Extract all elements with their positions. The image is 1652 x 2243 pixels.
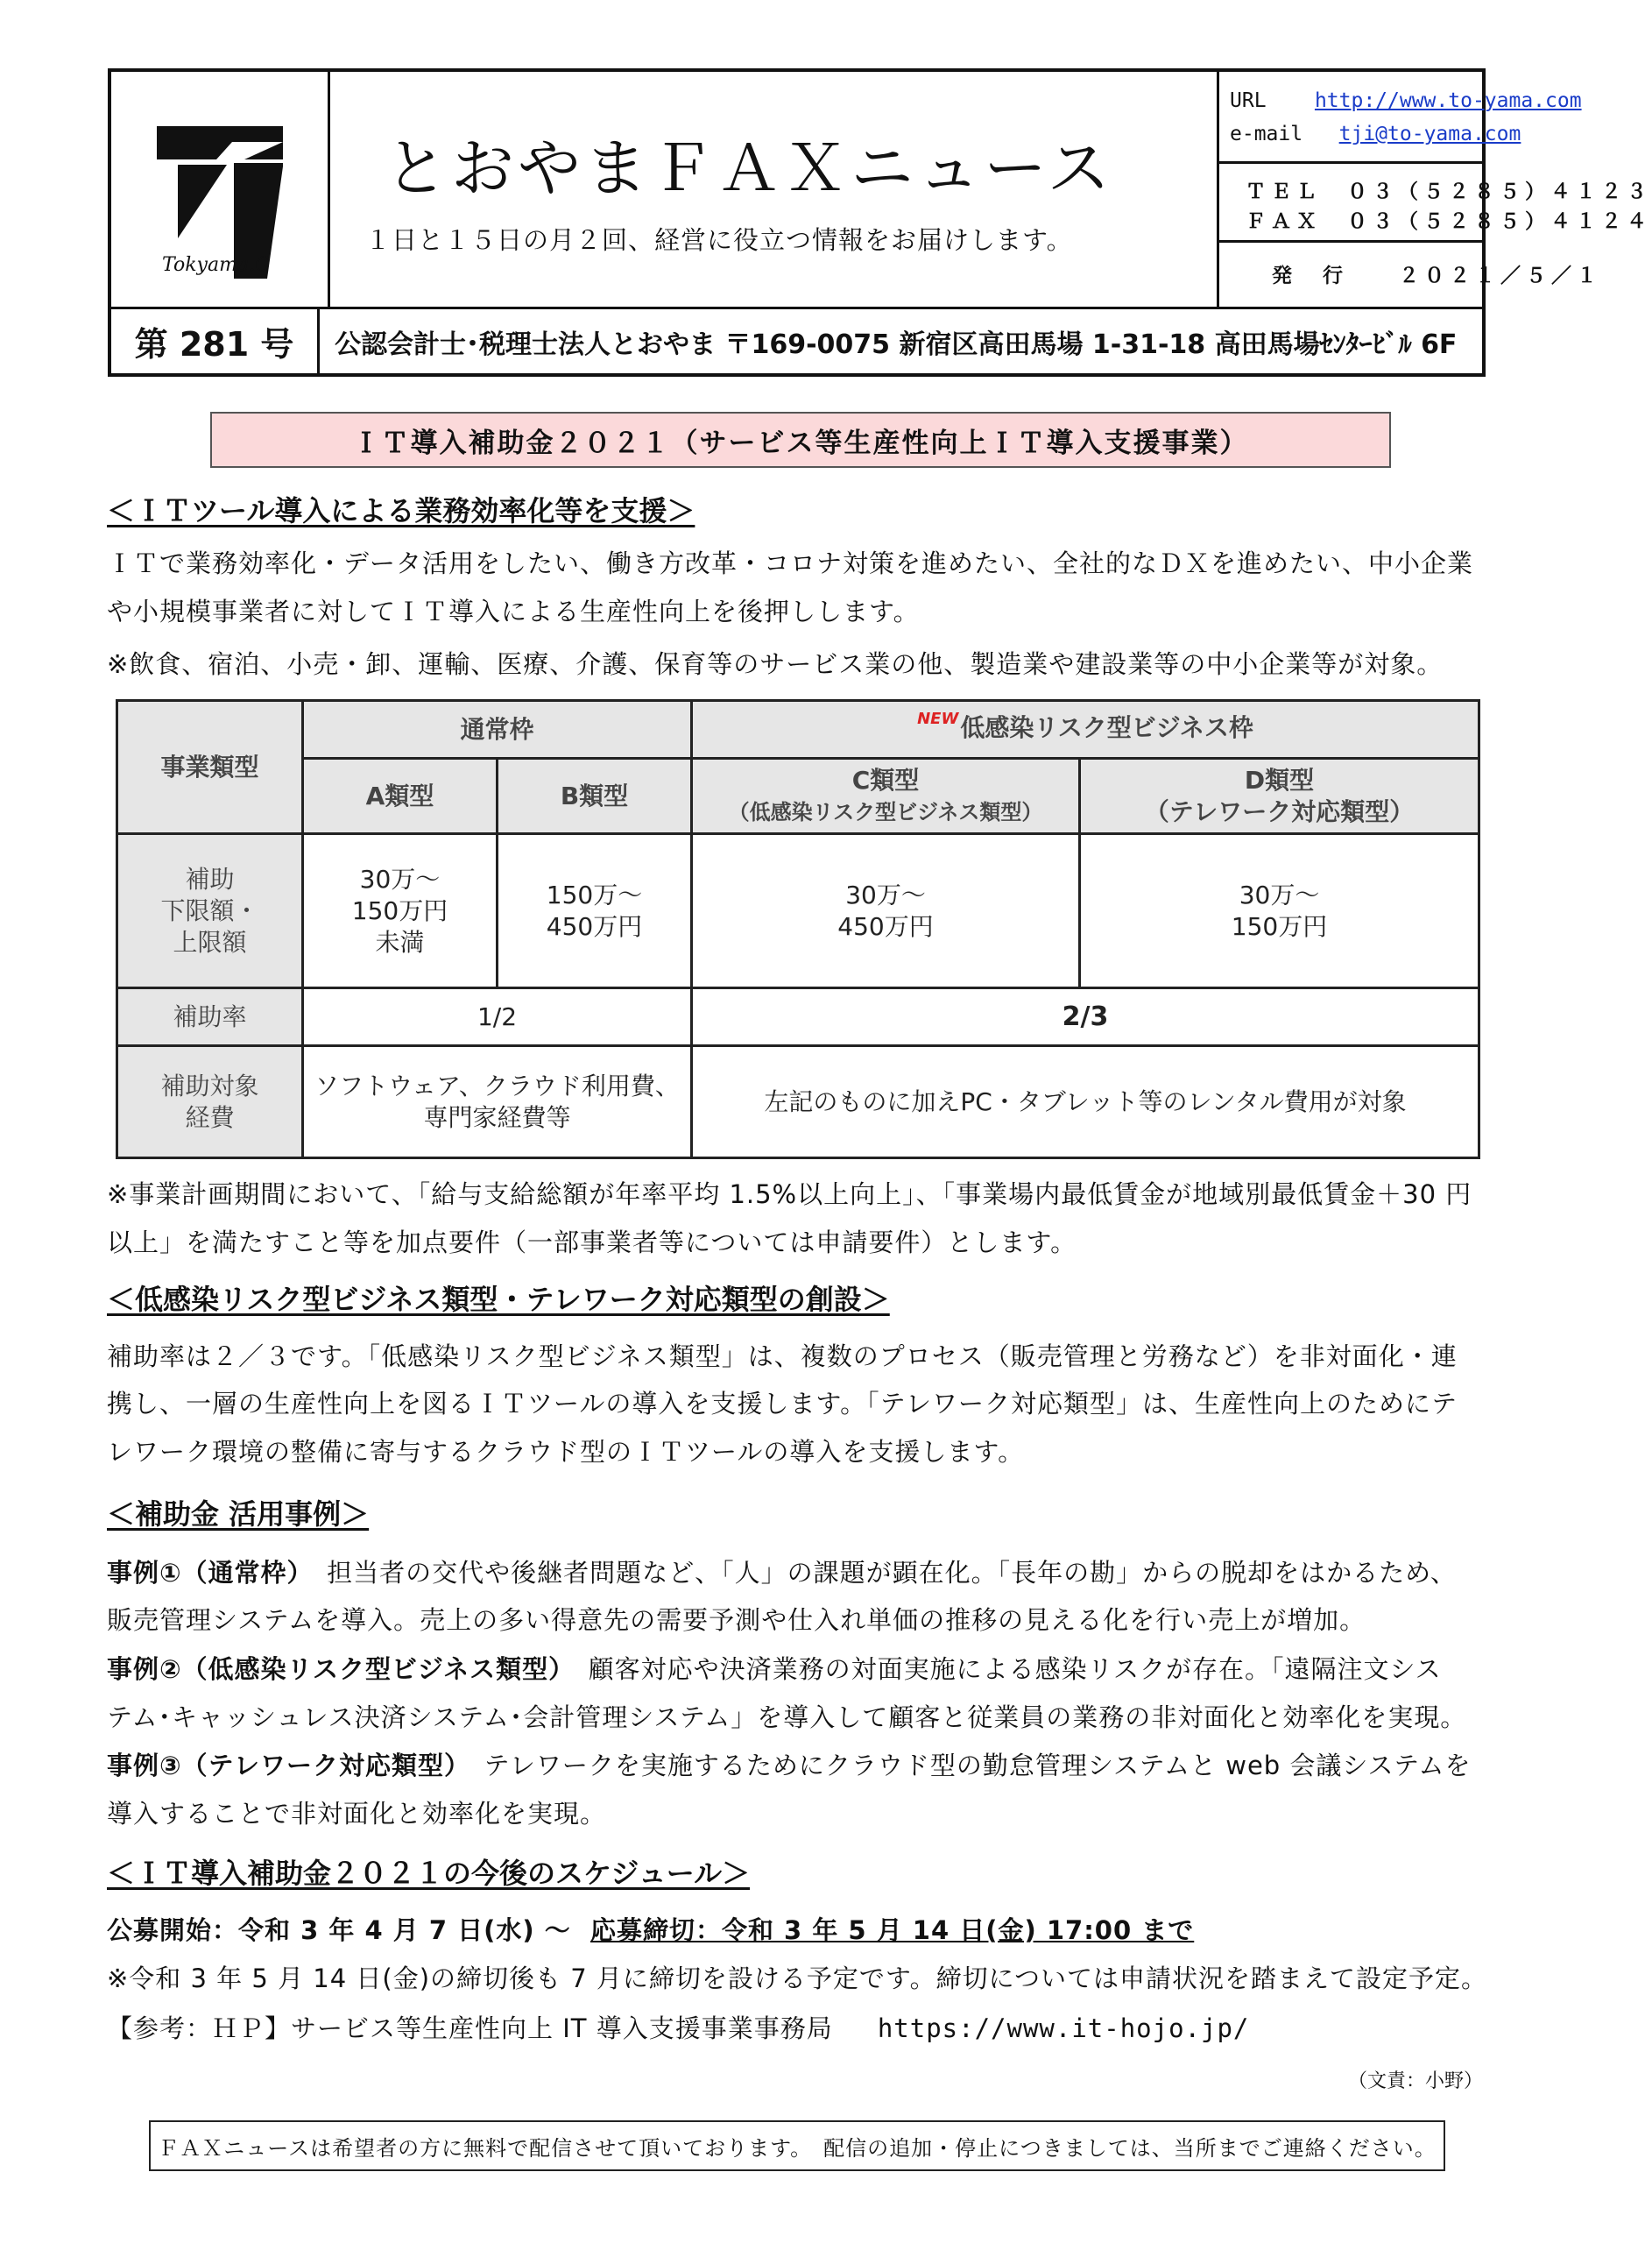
section-heading-case-studies: ＜補助金 活用事例＞: [107, 1497, 370, 1531]
reference-label: 【参考：ＨＰ】サービス等生産性向上 IT 導入支援事業事務局: [107, 2013, 833, 2043]
tel-number: ＴＥＬ ０３（５２８５）４１２３: [1246, 180, 1652, 203]
note-line: 以上」を満たすこと等を加点要件（一部事業者等については申請要件）とします。: [107, 1228, 1077, 1257]
amount-type-b: 150万～ 450万円: [498, 834, 692, 988]
header-type-a: A類型: [303, 759, 498, 834]
case-1-label: 事例①（通常枠）: [107, 1558, 301, 1588]
office-address: 公認会計士･税理士法人とおやま 〒169-0075 新宿区高田馬場 1-31-18 高田馬場ｾﾝﾀｰﾋﾞﾙ 6F: [335, 329, 1458, 360]
application-start: 公募開始：令和 3 年 4 月 7 日(水): [107, 1915, 535, 1945]
new-badge: NEW: [917, 709, 959, 728]
header-normal-frame: 通常枠: [303, 701, 692, 759]
paragraph-line: テム･キャッシュレス決済システム･会計管理システム」を導入して顧客と従業員の業務の非対面化と効率化を実現。: [107, 1702, 1467, 1732]
rate-low-risk: 2/3: [692, 988, 1479, 1046]
cost-low-risk: 左記のものに加えPC・タブレット等のレンタル費用が対象: [692, 1046, 1479, 1158]
case-2: 事例②（低感染リスク型ビジネス類型） 顧客対応や決済業務の対面実施による感染リスクが存在。「遠隔注文シス: [107, 1654, 1442, 1684]
paragraph-line: レワーク環境の整備に寄与するクラウド型のＩＴツールの導入を支援します。: [107, 1437, 1025, 1467]
info-divider: [1219, 161, 1482, 164]
header-type-b: B類型: [498, 759, 692, 834]
url-line: [1230, 89, 1582, 112]
subsidy-table: [116, 699, 1478, 1157]
reference-url[interactable]: https://www.it-hojo.jp/: [877, 2013, 1250, 2043]
email-link[interactable]: tji@to-yama.com: [1338, 123, 1521, 145]
case-3-label: 事例③（テレワーク対応類型）: [107, 1751, 458, 1780]
email-label: e-mail: [1230, 123, 1303, 145]
contact-info-cell: [1219, 72, 1652, 307]
header-type-c: C類型 （低感染リスク型ビジネス類型）: [692, 759, 1080, 834]
application-deadline: 応募締切：令和 3 年 5 月 14 日(金) 17:00 まで: [589, 1915, 1195, 1945]
paragraph-line: 携し、一層の生産性向上を図るＩＴツールの導入を支援します。「テレワーク対応類型」は、生産性向上のためにテ: [107, 1389, 1458, 1419]
paragraph-line: 補助率は２／３です。「低感染リスク型ビジネス類型」は、複数のプロセス（販売管理と労務など）を非対面化・連: [107, 1341, 1458, 1371]
section-heading-new-types: ＜低感染リスク型ビジネス類型・テレワーク対応類型の創設＞: [107, 1283, 890, 1316]
logo-cell: [111, 72, 330, 307]
email-line: [1230, 123, 1521, 145]
cost-normal: ソフトウェア、クラウド利用費、 専門家経費等: [303, 1046, 692, 1158]
paragraph-line: ＩＴで業務効率化・データ活用をしたい、働き方改革・コロナ対策を進めたい、全社的なＤＸを進めたい、中小企業: [107, 548, 1474, 578]
section-heading-it-tools: ＜ＩＴツール導入による業務効率化等を支援＞: [107, 494, 695, 527]
schedule-note: ※令和 3 年 5 月 14 日(金)の締切後も 7 月に締切を設ける予定です。締切については申請状況を踏まえて設定予定。: [107, 1964, 1488, 1993]
section-heading-schedule: ＜ＩＴ導入補助金２０２１の今後のスケジュール＞: [107, 1857, 751, 1890]
paragraph-line: 販売管理システムを導入。売上の多い得意先の需要予測や仕入れ単価の推移の見える化を行い売上が増加。: [107, 1605, 1366, 1635]
row-label-rate: 補助率: [117, 988, 303, 1046]
author-credit: （文責：小野）: [1347, 2070, 1483, 2092]
amount-type-a: 30万～ 150万円 未満: [303, 834, 498, 988]
header-business-type: 事業類型: [117, 701, 303, 834]
issue-number: 第 281 号: [111, 309, 320, 373]
paragraph-line: や小規模事業者に対してＩＴ導入による生産性向上を後押しします。: [107, 597, 920, 626]
case-3: 事例③（テレワーク対応類型） テレワークを実施するためにクラウド型の勤怠管理システムと web 会議システムを: [107, 1751, 1472, 1780]
newsletter-title: とおやまＦＡＸニュース: [385, 131, 1114, 205]
reference-line: [107, 2006, 1249, 2050]
website-link[interactable]: http://www.to-yama.com: [1314, 89, 1582, 112]
target-industries-note: ※飲食、宿泊、小売・卸、運輸、医療、介護、保育等のサービス業の他、製造業や建設業等の中小企業等が対象。: [107, 649, 1444, 679]
schedule-line: 公募開始：令和 3 年 4 月 7 日(水) ～ 応募締切：令和 3 年 5 月 14 日(金) 17:00 まで: [107, 1915, 1195, 1945]
issue-date: 発 行 ２０２１／５／１: [1272, 265, 1602, 287]
note-line: ※事業計画期間において、「給与支給総額が年率平均 1.5%以上向上」、「事業場内最低賃金が地域別最低賃金＋30 円: [107, 1179, 1472, 1209]
row-label-amount: 補助 下限額・ 上限額: [117, 834, 303, 988]
fax-number: ＦＡＸ ０３（５２８５）４１２４: [1246, 210, 1652, 233]
case-1: 事例①（通常枠） 担当者の交代や後継者問題など、「人」の課題が顕在化。「長年の勘」からの脱却をはかるため、: [107, 1558, 1457, 1588]
rate-normal: 1/2: [303, 988, 692, 1046]
article-title-banner: ＩＴ導入補助金２０２１（サービス等生産性向上ＩＴ導入支援事業）: [210, 412, 1391, 468]
paragraph-line: 導入することで非対面化と効率化を実現。: [107, 1799, 607, 1829]
newsletter-tagline: １日と１５日の月２回、経営に役立つ情報をお届けします。: [365, 225, 1073, 255]
info-divider: [1219, 240, 1482, 243]
amount-type-d: 30万～ 150万円: [1080, 834, 1479, 988]
issue-row: [111, 307, 1482, 373]
footer-notice: ＦＡＸニュースは希望者の方に無料で配信させて頂いております。 配信の追加・停止につきましては、当所までご連絡ください。: [149, 2120, 1445, 2171]
logo-caption: Tokyama.G: [162, 254, 271, 276]
header-box: [108, 68, 1652, 377]
amount-type-c: 30万～ 450万円: [692, 834, 1080, 988]
header-low-risk-frame: $^{NEW}$低感染リスク型ビジネス枠: [692, 701, 1479, 759]
row-label-cost: 補助対象 経費: [117, 1046, 303, 1158]
header-type-d: D類型 （テレワーク対応類型）: [1080, 759, 1479, 834]
title-cell: [330, 72, 1219, 307]
case-2-label: 事例②（低感染リスク型ビジネス類型）: [107, 1654, 562, 1684]
url-label: URL: [1230, 89, 1267, 112]
